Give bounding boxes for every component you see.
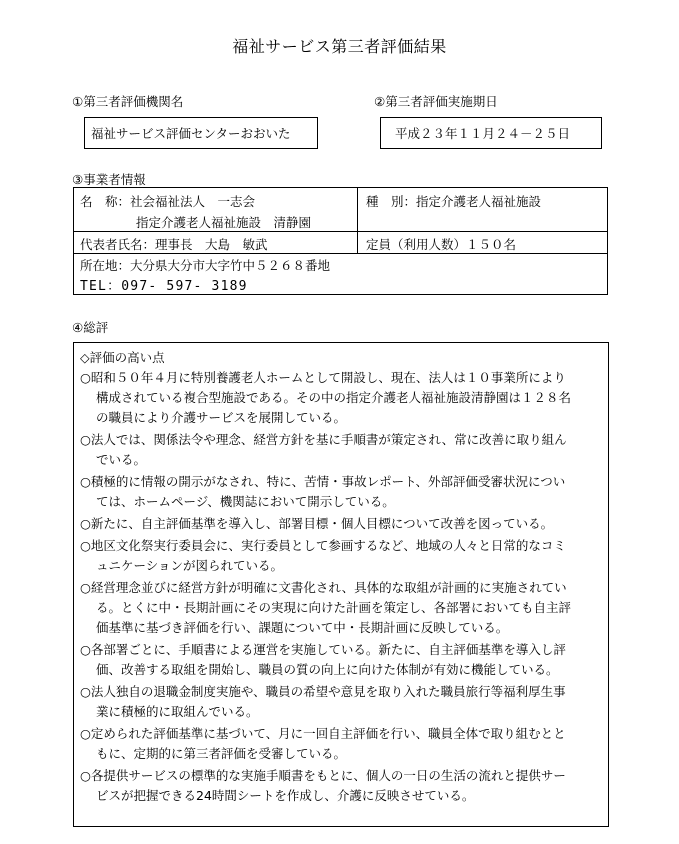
review-line: ○法人では、関係法令や理念、経営方針を基に手順書が策定され、常に改善に取り組ん (80, 432, 567, 447)
review-line: る。とくに中・長期計画にその実現に向けた計画を策定し、各部署においても自主評 (96, 600, 572, 615)
general-review-label: ④総評 (72, 320, 109, 335)
review-line: ○各部署ごとに、手順書による運営を実施している。新たに、自主評価基準を導入し評 (80, 642, 566, 657)
evaluation-date-label: ②第三者評価実施期日 (374, 94, 498, 109)
review-line: ○新たに、自主評価基準を導入し、部署目標・個人目標について改善を図っている。 (80, 516, 554, 531)
review-line: ○昭和５０年４月に特別養護老人ホームとして開設し、現在、法人は１０事業所により (80, 370, 566, 385)
facility-name-line2: 指定介護老人福祉施設 清静園 (136, 215, 312, 230)
evaluator-label: ①第三者評価機関名 (72, 94, 184, 109)
evaluator-value: 福祉サービス評価センターおおいた (91, 126, 291, 141)
review-line: ○法人独自の退職金制度実施や、職員の希望や意見を取り入れた職員旅行等福利厚生事 (80, 684, 566, 699)
review-line: ○経営理念並びに経営方針が明確に文書化され、具体的な取組が計画的に実施されてい (80, 580, 567, 595)
operator-info-label: ③事業者情報 (72, 172, 146, 187)
review-line: ○定められた評価基準に基づいて、月に一回自主評価を行い、職員全体で取り組むとと (80, 726, 566, 741)
evaluation-date-value: 平成２３年１１月２４－２５日 (395, 126, 571, 141)
page-title: 福祉サービス第三者評価結果 (232, 37, 447, 56)
evaluator-box (84, 117, 318, 149)
review-line: の職員により介護サービスを展開している。 (96, 410, 347, 425)
review-line: 価、改善する取組を開始し、職員の質の向上に向けた体制が有効に機能している。 (96, 662, 559, 677)
review-line: もに、定期的に第三者評価を受審している。 (96, 746, 347, 761)
column-divider (357, 188, 358, 253)
review-line: ては、ホームページ、機関誌において開示している。 (96, 494, 395, 509)
row-divider (74, 253, 607, 254)
review-line: 業に積極的に取組んでいる。 (96, 704, 259, 719)
review-line: 構成されている複合型施設である。その中の指定介護老人福祉施設清静園は１２８名 (96, 390, 572, 405)
facility-type: 種 別：指定介護老人福祉施設 (366, 194, 542, 209)
evaluation-date-box (380, 117, 602, 149)
review-line: ュニケーションが図られている。 (96, 558, 284, 573)
review-line: ○積極的に情報の開示がなされ、特に、苦情・事故レポート、外部評価受審状況につい (80, 474, 566, 489)
review-line: ビスが把握できる24時間シートを作成し、介護に反映させている。 (96, 788, 475, 803)
review-line: でいる。 (96, 452, 147, 467)
row-divider (74, 231, 607, 232)
telephone: TEL：097- 597- 3189 (80, 279, 248, 294)
operator-info-table (73, 187, 608, 295)
review-heading: ◇評価の高い点 (80, 350, 165, 365)
review-line: ○各提供サービスの標準的な実施手順書をもとに、個人の一日の生活の流れと提供サー (80, 768, 566, 783)
facility-name-line1: 名 称：社会福祉法人 一志会 (80, 194, 256, 209)
representative: 代表者氏名：理事長 大島 敏武 (80, 237, 268, 252)
review-line: 価基準に基づき評価を行い、課題について中・長期計画に反映している。 (96, 620, 509, 635)
address: 所在地：大分県大分市大字竹中５２６８番地 (80, 258, 331, 273)
review-line: ○地区文化祭実行委員会に、実行委員として参画するなど、地域の人々と日常的なコミ (80, 538, 566, 553)
capacity: 定員（利用人数）１５０名 (366, 237, 517, 252)
